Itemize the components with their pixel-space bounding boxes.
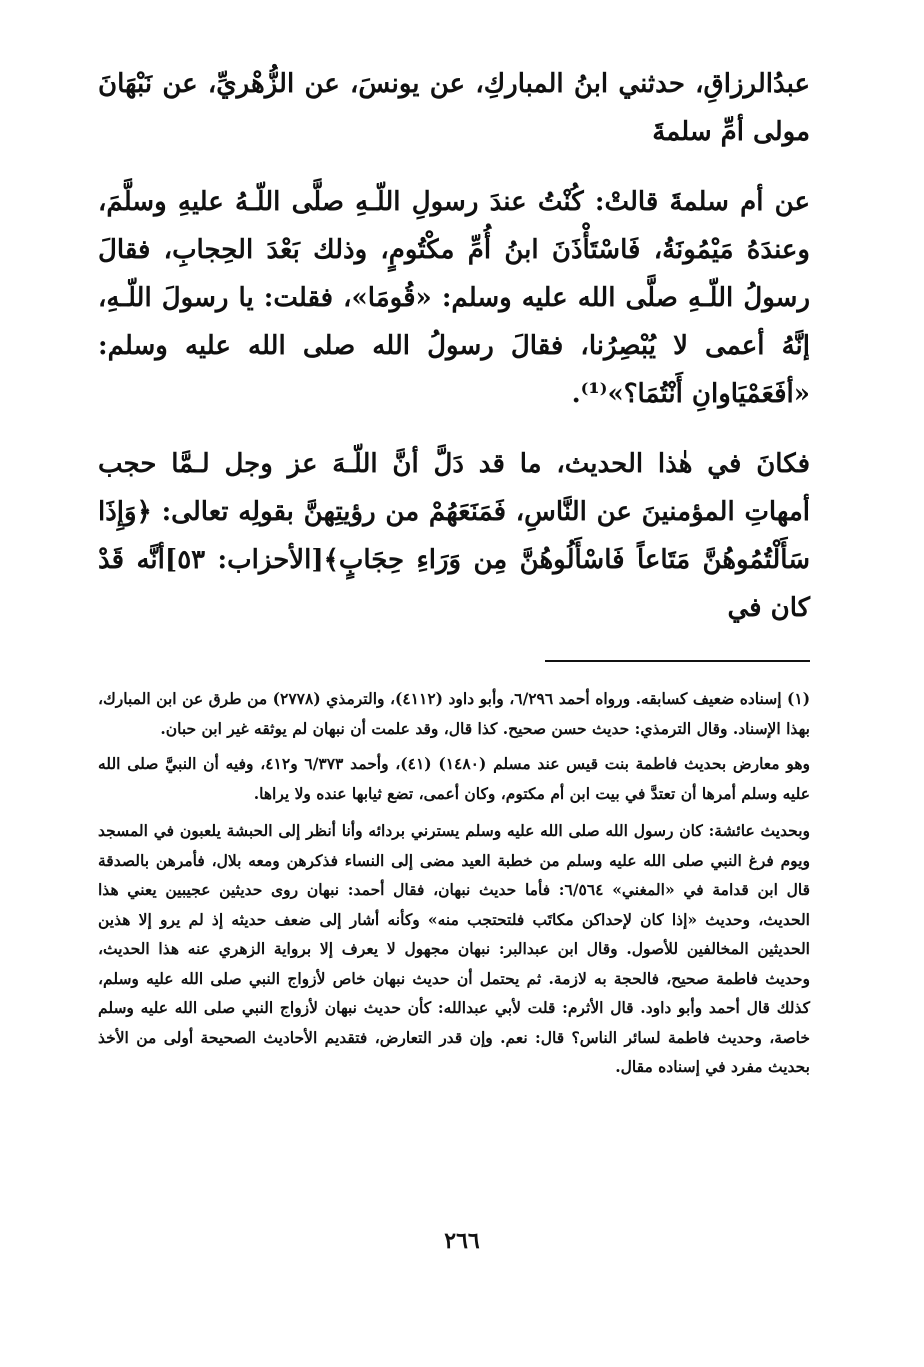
main-text (98, 60, 810, 632)
isnad-paragraph: عبدُالرزاقِ، حدثني ابنُ المباركِ، عن يونسَ، عن الزُّهْريِّ، عن نَبْهَانَ مولى أمِّ سلمةَ (98, 69, 810, 147)
page-number: ٢٦٦ (444, 1228, 480, 1254)
book-page (98, 60, 810, 1090)
footnote-1-continuation: وهو معارض بحديث فاطمة بنت قيس عند مسلم (١٤٨٠) (٤١)، وأحمد ٦/٣٧٣ و٤١٢، وفيه أن النبيَّ صلى الله عليه وسلم أمرها أن تعتدَّ في بيت ابن أم مكتوم، وكان أعمى، تضع ثيابها عنده ولا يراها. (98, 754, 810, 803)
footnotes (98, 684, 810, 1082)
hadith-paragraph: عن أم سلمةَ قالتْ: كُنْتُ عندَ رسولِ اللّـهِ صلَّى اللّـهُ عليهِ وسلَّمَ، وعندَهُ مَيْمُونَةُ، فَاسْتَأْذَنَ ابنُ أُمِّ مكْتُومٍ، وذلك بَعْدَ الحِجابِ، فقالَ رسولُ اللّـهِ صلَّى الله عليه وسلم: «قُومَا»، فقلت: يا رسولَ اللّـهِ، إنَّهُ أعمى لا يُبْصِرُنا، فقالَ رسولُ الله صلى الله عليه وسلم: «أفَعَمْيَاوانِ أَنْتُمَا؟»⁽¹⁾. (98, 187, 810, 409)
commentary-paragraph: فكانَ في هٰذا الحديث، ما قد دَلَّ أنَّ اللّـهَ عز وجل لـمَّا حجب أمهاتِ المؤمنينَ عن النَّاسِ، فَمَنَعَهُمْ من رؤيتِهنَّ بقولِه تعالى: ﴿وَإِذَا سَأَلْتُمُوهُنَّ مَتَاعاً فَاسْأَلُوهُنَّ مِن وَرَاءِ حِجَابٍ﴾[الأحزاب: ٥٣]أنَّه قَدْ كان في (98, 449, 810, 623)
footnote-divider (545, 660, 810, 662)
footnote-1-discussion: وبحديث عائشة: كان رسول الله صلى الله عليه وسلم يسترني بردائه وأنا أنظر إلى الحبشة يلعبون في المسجد ويوم فرغ النبي صلى الله عليه وسلم من خطبة العيد مضى إلى النساء فذكرهن ومعه بلال، فأمرهن بالصدقة قال ابن قدامة في «المغني» ٦/٥٦٤: فأما حديث نبهان، فقال أحمد: نبهان روى حديثين عجيبين يعني هذا الحديث، وحديث «إذا كان لإحداكن مكاتَب فلتحتجب منه» وكأنه أشار إلى ضعف حديثه إذ لم يرو إلا هذين الحديثين المخالفين للأصول. وقال ابن عبدالبر: نبهان مجهول لا يعرف إلا برواية الزهري عنه هذا الحديث، وحديث فاطمة صحيح، فالحجة به لازمة. ثم يحتمل أن حديث نبهان خاص لأزواج النبي صلى الله عليه وسلم، كذلك قال أحمد وأبو داود. قال الأثرم: قلت لأبي عبدالله: كأن حديث نبهان لأزواج النبي صلى الله عليه وسلم خاصة، وحديث فاطمة لسائر الناس؟ قال: نعم. وإن قدر التعارض، فتقديم الأحاديث الصحيحة أولى من الأخذ بحديث مفرد في إسناده مقال. (98, 821, 810, 1076)
footnote-1: (١) إسناده ضعيف كسابقه. ورواه أحمد ٦/٢٩٦، وأبو داود (٤١١٢)، والترمذي (٢٧٧٨) من طرق عن ابن المبارك، بهذا الإسناد. وقال الترمذي: حديث حسن صحيح. كذا قال، وقد علمت أن نبهان لم يوثقه غير ابن حبان. (98, 689, 811, 738)
